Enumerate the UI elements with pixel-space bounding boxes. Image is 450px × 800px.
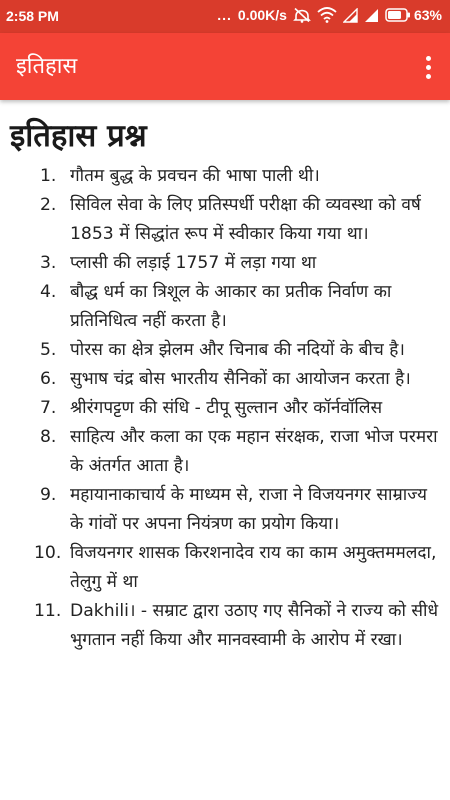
item-number: 10. [34,543,62,563]
item-text: बौद्ध धर्म का त्रिशूल के आकार का प्रतीक निर्वाण का प्रतिनिधित्व नहीं करता है। [70,282,392,331]
content-area[interactable] [0,100,450,800]
status-icons [217,7,442,23]
page-title: इतिहास प्रश्न [10,118,147,154]
item-number: 3. [40,253,57,273]
list-item [0,336,450,365]
mute-icon [293,7,311,23]
item-number: 7. [40,398,57,418]
status-time: 2:58 PM [6,8,59,24]
item-number: 4. [40,282,57,302]
list-item [0,191,450,249]
item-text: प्लासी की लड़ाई 1757 में लड़ा गया था [70,253,317,273]
item-text: सुभाष चंद्र बोस भारतीय सैनिकों का आयोजन करता है। [70,369,411,389]
item-number: 9. [40,485,57,505]
app-bar [0,33,450,100]
list-item [0,365,450,394]
list-item [0,423,450,481]
signal-icon-2 [364,8,379,23]
item-number: 5. [40,340,57,360]
item-text: श्रीरंगपट्टण की संधि - टीपू सुल्तान और कॉर्नवॉलिस [70,398,383,418]
more-vert-icon[interactable] [420,53,436,81]
signal-icon [343,8,358,23]
app-title: इतिहास [16,54,78,79]
item-number: 2. [40,195,57,215]
item-number: 6. [40,369,57,389]
wifi-icon [317,7,337,23]
item-number: 11. [34,601,62,621]
item-text: सिविल सेवा के लिए प्रतिस्पर्धी परीक्षा की व्यवस्था को वर्ष 1853 में सिद्धांत रूप में स्वीकार किया गया था। [70,195,421,244]
list-item [0,278,450,336]
status-bar [0,0,450,33]
battery-icon [385,8,411,22]
list-item [0,394,450,423]
battery-percent: 63% [413,7,442,23]
item-text: पोरस का क्षेत्र झेलम और चिनाब की नदियों के बीच है। [70,340,405,360]
list-item [0,249,450,278]
list-item [0,597,450,655]
list-item [0,162,450,191]
network-speed: 0.00K/s [237,7,287,23]
item-number: 8. [40,427,57,447]
item-text: साहित्य और कला का एक महान संरक्षक, राजा भोज परमरा के अंतर्गत आता है। [70,427,438,476]
list-item [0,539,450,597]
item-text: विजयनगर शासक किरशनादेव राय का काम अमुक्तममलदा, तेलुगु में था [70,543,437,592]
battery-indicator [385,7,442,23]
item-text: गौतम बुद्ध के प्रवचन की भाषा पाली थी। [70,166,320,186]
item-text: Dakhili। - सम्राट द्वारा उठाए गए सैनिकों ने राज्य को सीधे भुगतान नहीं किया और मानवस्वामी के आरोप में रखा। [70,601,439,650]
item-text: महायानाकाचार्य के माध्यम से, राजा ने विजयनगर साम्राज्य के गांवों पर अपना नियंत्रण का प्रयोग किया। [70,485,428,534]
item-number: 1. [40,166,57,186]
list-item [0,481,450,539]
question-list [0,162,450,655]
status-dots: ... [217,7,232,23]
